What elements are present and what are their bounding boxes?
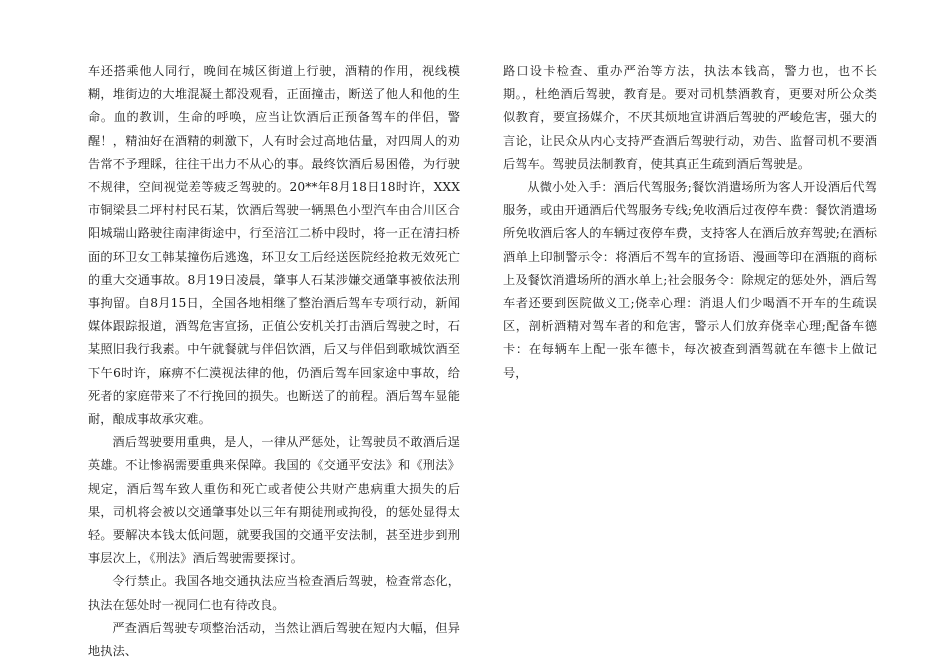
paragraph: 酒后驾驶要用重典，是人，一律从严惩处，让驾驶员不敢酒后逞英雄。不让惨祸需要重典来保障。我国的《交通平安法》和《刑法》规定，酒后驾车致人重伤和死亡或者使公共财产患病重大损失的后果，司机将会被以交通肇事处以三年有期徒刑或拘役，的惩处显得太轻。要解决本钱太低问题，就要我国的交通平安法制，甚至进步到刑事层次上，《刑法》酒后驾驶需要探讨。 bbox=[88, 435, 460, 566]
right-column bbox=[503, 60, 877, 385]
left-column bbox=[88, 60, 460, 663]
paragraph: 路口设卡检查、重办严治等方法，执法本钱高，警力也，也不长期。，杜绝酒后驾驶，教育是。要对司机禁酒教育，更要对所公众类似教育，要宣扬媒介，不厌其烦地宣讲酒后驾驶的严峻危害，强大的言论，让民众从内心支持严查酒后驾驶行动，劝告、监督司机不要酒后驾车。驾驶员法制教育，使其真正生疏到酒后驾驶是。 bbox=[503, 64, 877, 171]
paragraph: 令行禁止。我国各地交通执法应当检查酒后驾驶，检查常态化，执法在惩处时一视同仁也有待改良。 bbox=[88, 574, 460, 612]
paragraph: 车还搭乘他人同行，晚间在城区街道上行驶，酒精的作用，视线模糊，堆街边的大堆混凝土都没观看，正面撞击，断送了他人和他的生命。血的教训，生命的呼唤，应当让饮酒后正预备驾车的伴侣，警醒！，精油好在酒精的刺激下，人有时会过高地估量，对四周人的劝告常不予理睬，往往干出力不从心的事。最终饮酒后易困倦，为行驶不规律，空间视觉差等疲乏驾驶的。20**年8月18日18时许，XXX市铜梁县二坪村村民石某，饮酒后驾驶一辆黑色小型汽车由合川区合阳城瑞山路驶往南津街途中，行至涪江二桥中段时，将一正在清扫桥面的环卫女工韩某撞伤后逃逸，环卫女工后经送医院经抢救无效死亡的重大交通事故。8月19日凌晨，肇事人石某涉嫌交通肇事被依法刑事拘留。自8月15日，全国各地相继了整治酒后驾车专项行动，新闻媒体跟踪报道，酒驾危害宣扬，正值公安机关打击酒后驾驶之时，石某照旧我行我素。中午就餐就与伴侣饮酒，后又与伴侣到歌城饮酒至下午6时许，麻痹不仁漠视法律的他，仍酒后驾车回家途中事故，给死者的家庭带来了不行挽回的损失。也断送了的前程。酒后驾车显能耐，酿成事故承灾难。 bbox=[88, 64, 460, 427]
paragraph: 严查酒后驾驶专项整治活动，当然让酒后驾驶在短内大幅，但异地执法、 bbox=[88, 620, 460, 659]
paragraph: 从微小处入手：酒后代驾服务;餐饮消遣场所为客人开设酒后代驾服务，或由开通酒后代驾服务专线;免收酒后过夜停车费：餐饮消遣场所免收酒后客人的车辆过夜停车费，支持客人在酒后放弃驾驶;在酒标酒单上印制警示令：将酒后不驾车的宣扬语、漫画等印在酒瓶的商标上及餐饮消遣场所的酒水单上;社会服务令：除规定的惩处外，酒后驾车者还要到医院做义工;侥幸心理：消退人们少喝酒不开车的生疏误区，剖析酒精对驾车者的和危害，警示人们放弃侥幸心理;配备车德卡：在每辆车上配一张车德卡，每次被查到酒驾就在车德卡上做记号， bbox=[503, 180, 877, 380]
